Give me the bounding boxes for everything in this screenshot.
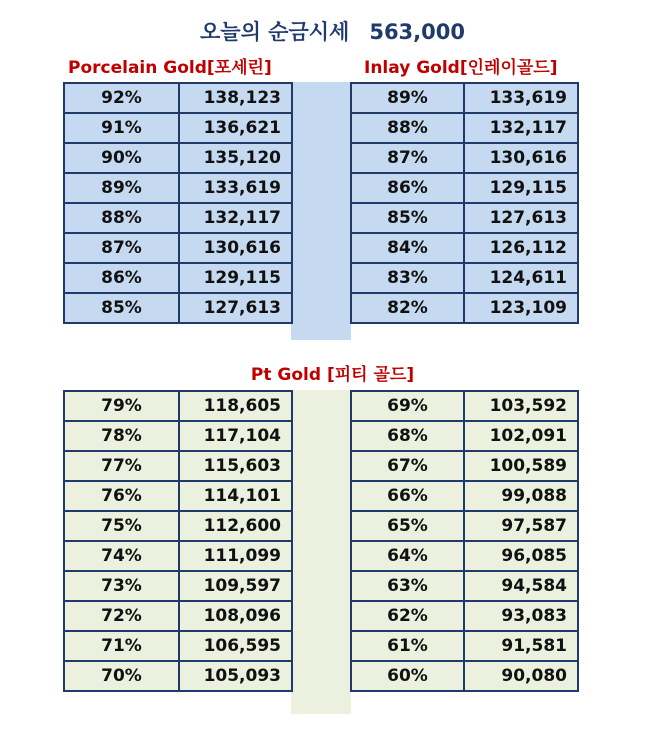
percent-cell: 65% [351, 511, 464, 541]
percent-cell: 71% [64, 631, 179, 661]
percent-cell: 87% [64, 233, 179, 263]
value-cell: 90,080 [464, 661, 578, 691]
value-cell: 129,115 [464, 173, 578, 203]
value-cell: 91,581 [464, 631, 578, 661]
percent-cell: 85% [64, 293, 179, 323]
value-cell: 102,091 [464, 421, 578, 451]
table-row [351, 661, 578, 691]
table-row [351, 571, 578, 601]
table-row [64, 661, 292, 691]
pt-left-table [63, 390, 293, 692]
value-cell: 130,616 [464, 143, 578, 173]
title-label: 오늘의 순금시세 [200, 20, 350, 44]
percent-cell: 82% [351, 293, 464, 323]
table-row [351, 203, 578, 233]
value-cell: 96,085 [464, 541, 578, 571]
percent-cell: 78% [64, 421, 179, 451]
table-row [64, 631, 292, 661]
table-row [351, 83, 578, 113]
table-row [351, 481, 578, 511]
percent-cell: 84% [351, 233, 464, 263]
table-row [64, 203, 292, 233]
pt-label: Pt Gold [피티 골드] [250, 365, 415, 385]
value-cell: 94,584 [464, 571, 578, 601]
table-row [351, 391, 578, 421]
page-title [0, 17, 665, 47]
value-cell: 136,621 [179, 113, 292, 143]
percent-cell: 88% [64, 203, 179, 233]
value-cell: 130,616 [179, 233, 292, 263]
percent-cell: 72% [64, 601, 179, 631]
table-row [351, 113, 578, 143]
table-row [351, 601, 578, 631]
table-row [64, 83, 292, 113]
table-row [351, 293, 578, 323]
percent-cell: 70% [64, 661, 179, 691]
value-cell: 103,592 [464, 391, 578, 421]
percent-cell: 83% [351, 263, 464, 293]
percent-cell: 69% [351, 391, 464, 421]
inlay-label: Inlay Gold[인레이골드] [364, 58, 558, 78]
value-cell: 138,123 [179, 83, 292, 113]
value-cell: 123,109 [464, 293, 578, 323]
percent-cell: 77% [64, 451, 179, 481]
percent-cell: 61% [351, 631, 464, 661]
title-price: 563,000 [369, 20, 465, 44]
percent-cell: 88% [351, 113, 464, 143]
table-row [351, 631, 578, 661]
table-row [64, 233, 292, 263]
percent-cell: 67% [351, 451, 464, 481]
table-row [64, 481, 292, 511]
value-cell: 124,611 [464, 263, 578, 293]
table-row [64, 293, 292, 323]
value-cell: 132,117 [464, 113, 578, 143]
value-cell: 133,619 [179, 173, 292, 203]
table-row [64, 571, 292, 601]
percent-cell: 87% [351, 143, 464, 173]
percent-cell: 89% [351, 83, 464, 113]
percent-cell: 91% [64, 113, 179, 143]
value-cell: 111,099 [179, 541, 292, 571]
percent-cell: 62% [351, 601, 464, 631]
value-cell: 127,613 [464, 203, 578, 233]
percent-cell: 92% [64, 83, 179, 113]
value-cell: 118,605 [179, 391, 292, 421]
value-cell: 112,600 [179, 511, 292, 541]
table-row [351, 143, 578, 173]
value-cell: 97,587 [464, 511, 578, 541]
percent-cell: 74% [64, 541, 179, 571]
percent-cell: 89% [64, 173, 179, 203]
value-cell: 108,096 [179, 601, 292, 631]
value-cell: 126,112 [464, 233, 578, 263]
value-cell: 129,115 [179, 263, 292, 293]
table-row [64, 263, 292, 293]
inlay-table [350, 82, 579, 324]
table-row [64, 113, 292, 143]
percent-cell: 86% [351, 173, 464, 203]
table-row [351, 451, 578, 481]
porcelain-label: Porcelain Gold[포세린] [68, 58, 272, 78]
percent-cell: 79% [64, 391, 179, 421]
percent-cell: 85% [351, 203, 464, 233]
value-cell: 135,120 [179, 143, 292, 173]
table-row [351, 173, 578, 203]
table-row [64, 601, 292, 631]
value-cell: 133,619 [464, 83, 578, 113]
percent-cell: 73% [64, 571, 179, 601]
percent-cell: 90% [64, 143, 179, 173]
value-cell: 114,101 [179, 481, 292, 511]
percent-cell: 86% [64, 263, 179, 293]
table-row [351, 541, 578, 571]
value-cell: 99,088 [464, 481, 578, 511]
percent-cell: 68% [351, 421, 464, 451]
value-cell: 127,613 [179, 293, 292, 323]
table-row [64, 173, 292, 203]
percent-cell: 75% [64, 511, 179, 541]
value-cell: 106,595 [179, 631, 292, 661]
table-row [351, 263, 578, 293]
value-cell: 117,104 [179, 421, 292, 451]
value-cell: 100,589 [464, 451, 578, 481]
value-cell: 105,093 [179, 661, 292, 691]
table-row [64, 391, 292, 421]
table-row [64, 143, 292, 173]
table-row [64, 541, 292, 571]
percent-cell: 64% [351, 541, 464, 571]
table-row [351, 233, 578, 263]
table-row [351, 421, 578, 451]
value-cell: 93,083 [464, 601, 578, 631]
table-row [64, 511, 292, 541]
porcelain-table [63, 82, 293, 324]
pt-separator [291, 390, 351, 714]
table-row [64, 451, 292, 481]
percent-cell: 60% [351, 661, 464, 691]
value-cell: 132,117 [179, 203, 292, 233]
percent-cell: 63% [351, 571, 464, 601]
porcelain-inlay-separator [291, 82, 351, 340]
value-cell: 109,597 [179, 571, 292, 601]
percent-cell: 76% [64, 481, 179, 511]
table-row [351, 511, 578, 541]
pt-right-table [350, 390, 579, 692]
value-cell: 115,603 [179, 451, 292, 481]
table-row [64, 421, 292, 451]
percent-cell: 66% [351, 481, 464, 511]
